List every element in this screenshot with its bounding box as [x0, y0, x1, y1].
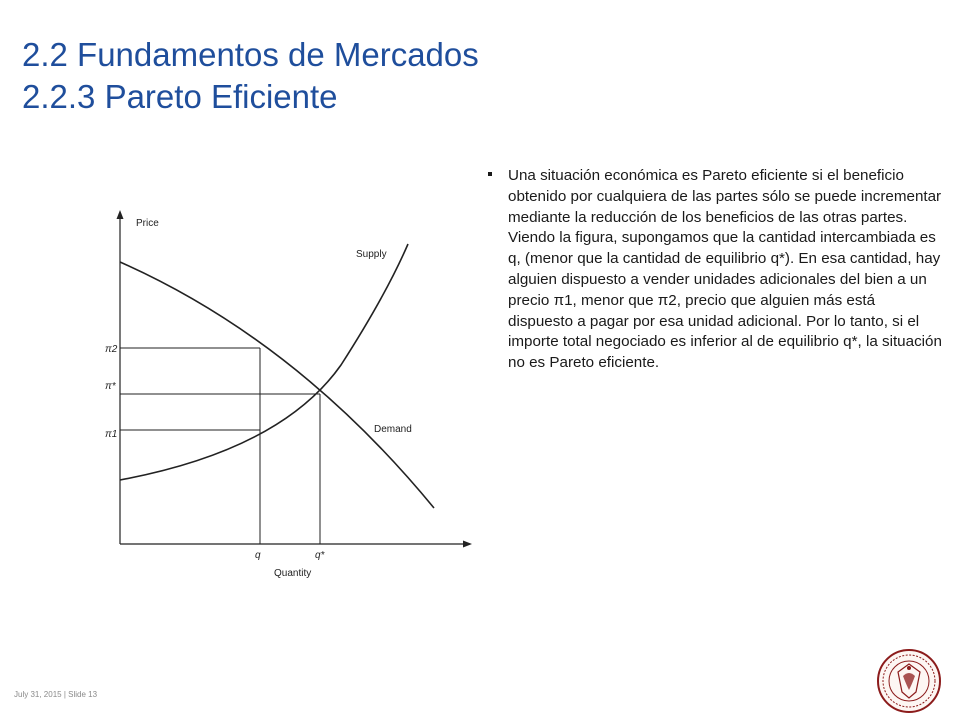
university-seal-logo: [876, 646, 942, 716]
tick-label-pi1: π1: [105, 429, 118, 440]
bullet-marker: [488, 172, 492, 176]
slide-subtitle: 2.2.3 Pareto Eficiente: [22, 78, 338, 115]
y-axis-arrow: [117, 210, 124, 219]
tick-label-qstar: q*: [315, 550, 325, 561]
supply-curve: [120, 244, 408, 480]
demand-curve: [120, 262, 434, 508]
slide-footer: July 31, 2015 | Slide 13: [14, 690, 98, 699]
y-axis-label: Price: [136, 218, 159, 229]
bullet-text: Una situación económica es Pareto eficiente si el beneficio obtenido por cualquiera de las partes sólo se puede incrementar mediante la reducción de los beneficios de las otras partes. Viendo la figura, supongamos que la cantidad intercambiada es q, (menor que la cantidad de equilibrio q*). En esa cantidad, hay alguien dispuesto a vender unidades adicionales del bien a un precio π1, menor que π2, precio que alguien más está dispuesto a pagar por esa unidad adicional. Por lo tanto, si el importe total negociado es inferior al de equilibrio q*, la situación no es Pareto eficiente.: [508, 167, 942, 372]
slide-title: 2.2 Fundamentos de Mercados: [22, 36, 479, 73]
tick-label-q: q: [255, 550, 261, 561]
x-axis-label: Quantity: [274, 568, 312, 579]
demand-label: Demand: [374, 424, 412, 435]
tick-label-pistar: π*: [105, 381, 116, 392]
tick-label-pi2: π2: [105, 344, 118, 355]
supply-label: Supply: [356, 249, 387, 260]
supply-demand-chart: [96, 200, 476, 580]
bullet-list: [488, 166, 944, 374]
x-axis-arrow: [463, 541, 472, 548]
title-block: [22, 34, 479, 118]
